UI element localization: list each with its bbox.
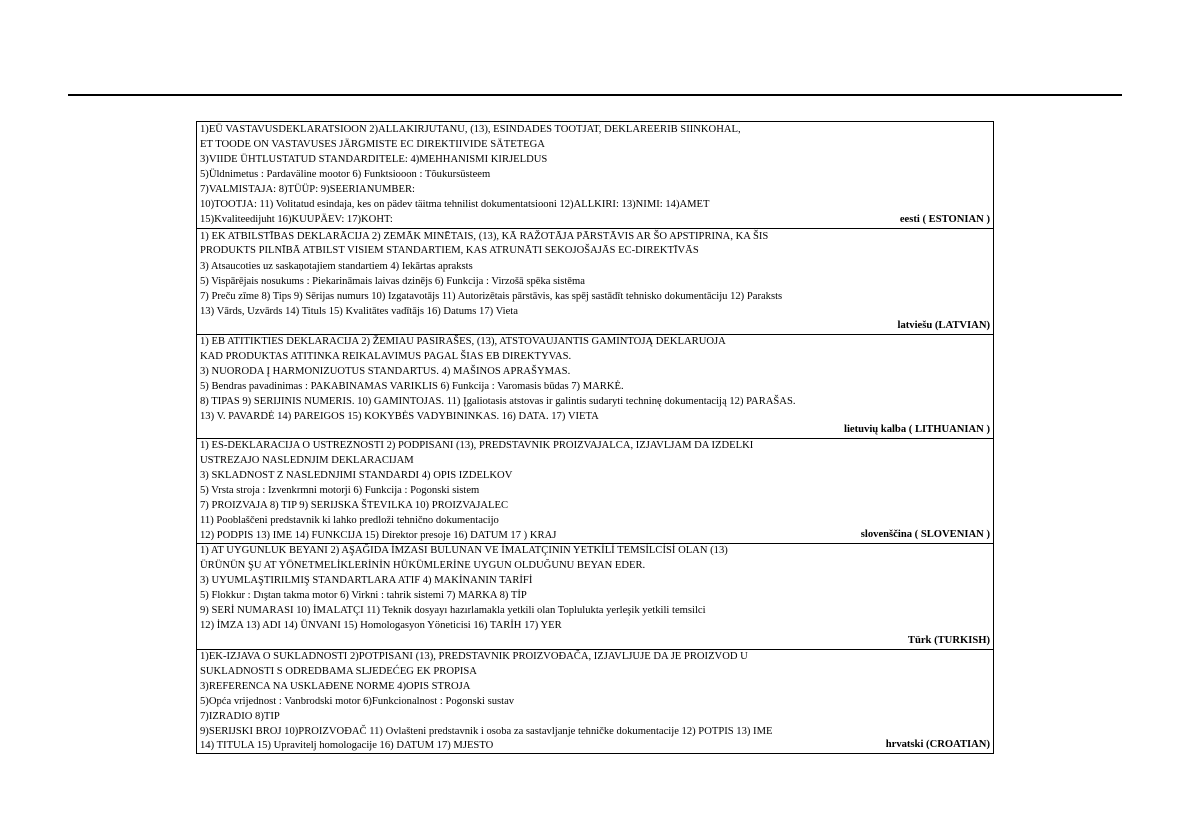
text-line: PRODUKTS PILNĪBĀ ATBILST VISIEM STANDARTIEM, KAS ATRUNĀTI SEKOJOŠAJĀS EC-DIREKTĪVĀS [200,245,699,256]
text-line: 5) Vispārējais nosukums : Piekarināmais laivas dzinējs 6) Funkcija : Virzošā spēka sistēma [200,276,585,287]
text-line: 15)Kvaliteedijuht 16)KUUPÄEV: 17)KOHT: [200,214,393,225]
text-line: 3) Atsaucoties uz saskaņotajiem standartiem 4) Iekārtas apraksts [200,261,473,272]
text-line: 13) V. PAVARDĖ 14) PAREIGOS 15) KOKYBĖS VADYBININKAS. 16) DATA. 17) VIETA [200,411,599,422]
text-line: USTREZAJO NASLEDNJIM DEKLARACIJAM [200,455,414,466]
text-line: 14) TITULA 15) Upravitelj homologacije 16) DATUM 17) MJESTO [200,740,494,751]
text-line: 11) Pooblaščeni predstavnik ki lahko predloži tehnično dokumentacijo [200,515,499,526]
text-line: 5) Vrsta stroja : Izvenkrmni motorji 6) Funkcija : Pogonski sistem [200,485,480,496]
text-line: 5)Opća vrijednost : Vanbrodski motor 6)Funkcionalnost : Pogonski sustav [200,696,515,707]
language-label: latviešu (LATVIAN) [897,320,990,331]
text-line: 5) Flokkur : Dıştan takma motor 6) Virkni : tahrik sistemi 7) MARKA 8) TİP [200,590,527,601]
text-line: 12) PODPIS 13) IME 14) FUNKCIJA 15) Direktor presoje 16) DATUM 17 ) KRAJ [200,530,557,541]
text-line: 3)VIIDE ÜHTLUSTATUD STANDARDITELE: 4)MEHHANISMI KIRJELDUS [200,154,548,165]
text-line: 7) Preču zīme 8) Tips 9) Sērijas numurs 10) Izgatavotājs 11) Autorizētais pārstāvis, kas spēj sastādīt tehnisko dokumentāciju 12) Paraksts [200,291,783,302]
text-line: 7)IZRADIO 8)TIP [200,711,280,722]
language-label: hrvatski (CROATIAN) [885,739,990,750]
text-line: 8) TIPAS 9) SERIJINIS NUMERIS. 10) GAMINTOJAS. 11) Įgaliotasis atstovas ir galintis sudaryti techninę dokumentaciją 12) PARAŠAS. [200,396,796,407]
text-line: KAD PRODUKTAS ATITINKA REIKALAVIMUS PAGAL ŠIAS EB DIREKTYVAS. [200,351,572,362]
section-turkish [197,544,993,650]
text-line: 1) EK ATBILSTĪBAS DEKLARĀCIJA 2) ZEMĀK MINĒTAIS, (13), KĀ RAŽOTĀJA PĀRSTĀVIS AR ŠO APSTIPRINA, KA ŠIS [200,231,769,242]
text-line: 3)REFERENCA NA USKLAĐENE NORME 4)OPIS STROJA [200,681,471,692]
text-line: 1) AT UYGUNLUK BEYANI 2) AŞAĞIDA İMZASI BULUNAN VE İMALATÇININ YETKİLİ TEMSİLCİSİ OLAN (13) [200,545,728,556]
text-line: 10)TOOTJA: 11) Volitatud esindaja, kes on pädev täitma tehnilist dokumentatsiooni 12)ALLKIRI: 13)NIMI: 14)AMET [200,199,710,210]
text-line: 1)EÜ VASTAVUSDEKLARATSIOON 2)ALLAKIRJUTANU, (13), ESINDADES TOOTJAT, DEKLAREERIB SIINKOHAL, [200,124,741,135]
language-label: slovenščina ( SLOVENIAN ) [860,529,990,540]
text-line: ET TOODE ON VASTAVUSES JÄRGMISTE EC DIREKTIIVIDE SÄTETEGA [200,139,545,150]
text-line: 7)VALMISTAJA: 8)TÜÜP: 9)SEERIANUMBER: [200,184,415,195]
header-rule [68,94,1122,96]
section-latvian [197,229,993,335]
text-line: 5) Bendras pavadinimas : PAKABINAMAS VARIKLIS 6) Funkcija : Varomasis būdas 7) MARKĖ. [200,381,624,392]
text-line: ÜRÜNÜN ŞU AT YÖNETMELİKLERİNİN HÜKÜMLERİNE UYGUN OLDUĞUNU BEYAN EDER. [200,560,646,571]
text-line: 5)Üldnimetus : Pardaväline mootor 6) Funktsiooon : Tõukursüsteem [200,169,491,180]
text-line: 9)SERIJSKI BROJ 10)PROIZVOĐAČ 11) Ovlašteni predstavnik i osoba za sastavljanje tehničke dokumentacije 12) POTPIS 13) IME [200,726,773,737]
language-label: eesti ( ESTONIAN ) [899,214,990,225]
text-line: 12) İMZA 13) ADI 14) ÜNVANI 15) Homologasyon Yöneticisi 16) TARİH 17) YER [200,620,562,631]
section-estonian [197,122,993,229]
text-line: 3) NUORODA Į HARMONIZUOTUS STANDARTUS. 4) MAŠINOS APRAŠYMAS. [200,366,571,377]
section-lithuanian [197,335,993,439]
section-croatian [197,650,993,753]
text-line: 3) SKLADNOST Z NASLEDNJIMI STANDARDI 4) OPIS IZDELKOV [200,470,513,481]
language-label: Türk (TURKISH) [907,635,990,646]
text-line: 3) UYUMLAŞTIRILMIŞ STANDARTLARA ATIF 4) MAKİNANIN TARİFİ [200,575,533,586]
text-line: 1) ES-DEKLARACIJA O USTREZNOSTI 2) PODPISANI (13), PREDSTAVNIK PROIZVAJALCA, IZJAVLJAM DA IZDELKI [200,440,754,451]
text-line: 7) PROIZVAJA 8) TIP 9) SERIJSKA ŠTEVILKA 10) PROIZVAJALEC [200,500,509,511]
language-label: lietuvių kalba ( LITHUANIAN ) [844,424,990,435]
declaration-table [196,121,994,754]
section-slovenian [197,439,993,544]
text-line: 1)EK-IZJAVA O SUKLADNOSTI 2)POTPISANI (13), PREDSTAVNIK PROIZVOĐAČA, IZJAVLJUJE DA JE PROIZVOD U [200,651,748,662]
text-line: 13) Vārds, Uzvārds 14) Tituls 15) Kvalitātes vadītājs 16) Datums 17) Vieta [200,306,518,317]
text-line: 1) EB ATITIKTIES DEKLARACIJA 2) ŽEMIAU PASIRAŠES, (13), ATSTOVAUJANTIS GAMINTOJĄ DEKLARUOJA [200,336,726,347]
text-line: 9) SERİ NUMARASI 10) İMALATÇI 11) Teknik dosyayı hazırlamakla yetkili olan Toplulukta yerleşik yetkili temsilci [200,605,706,616]
text-line: SUKLADNOSTI S ODREDBAMA SLJEDEĆEG EK PROPISA [200,666,477,677]
